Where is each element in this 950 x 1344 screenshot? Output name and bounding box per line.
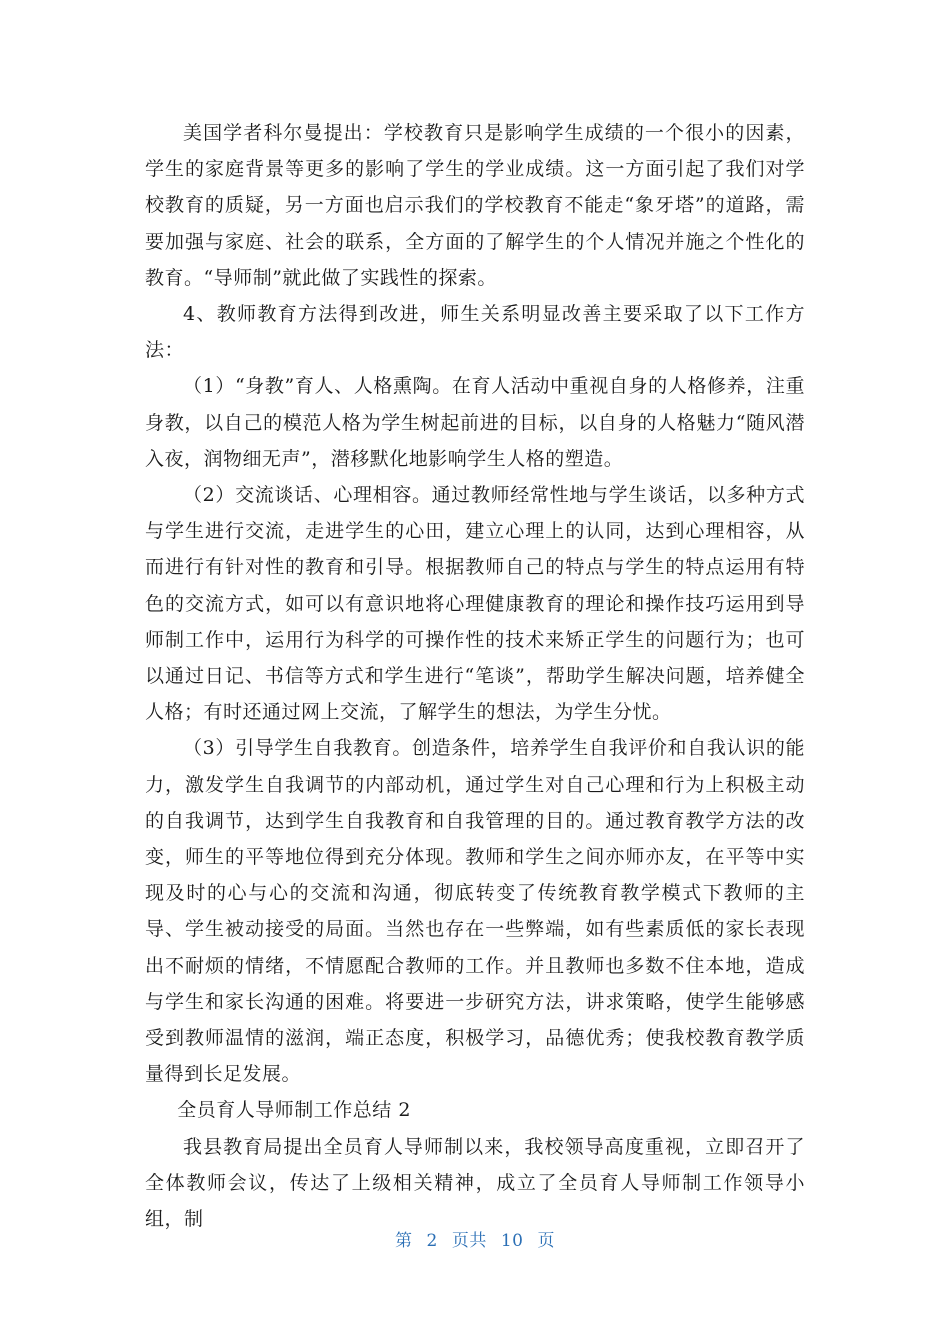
paragraph-coleman: 美国学者科尔曼提出：学校教育只是影响学生成绩的一个很小的因素，学生的家庭背景等更多的影响了学生的学业成绩。这一方面引起了我们对学校教育的质疑，另一方面也启示我们的学校教育不能走“象牙塔”的道路，需要加强与家庭、社会的联系，全方面的了解学生的个人情况并施之个性化的教育。“导师制”就此做了实践性的探索。 [145, 122, 805, 289]
footer-middle: 页共 [451, 1231, 487, 1251]
footer-total-pages: 10 [500, 1231, 524, 1251]
section-heading: 全员育人导师制工作总结 2 [177, 1099, 411, 1122]
footer-prefix: 第 [395, 1231, 413, 1251]
paragraph-method-3: （3）引导学生自我教育。创造条件，培养学生自我评价和自我认识的能力，激发学生自我调节的内部动机，通过学生对自己心理和行为上积极主动的自我调节，达到学生自我教育和自我管理的目的。通过教育教学方法的改变，师生的平等地位得到充分体现。教师和学生之间亦师亦友，在平等中实现及时的心与心的交流和沟通，彻底转变了传统教育教学模式下教师的主导、学生被动接受的局面。当然也存在一些弊端，如有些素质低的家长表现出不耐烦的情绪，不情愿配合教师的工作。并且教师也多数不住本地，造成与学生和家长沟通的困难。将要进一步研究方法，讲求策略，使学生能够感受到教师温情的滋润，端正态度，积极学习，品德优秀；使我校教育教学质量得到长足发展。 [145, 737, 805, 1086]
paragraph-summary-2: 我县教育局提出全员育人导师制以来，我校领导高度重视，立即召开了全体教师会议，传达了上级相关精神，成立了全员育人导师制工作领导小组，制 [145, 1135, 805, 1231]
document-body [145, 115, 805, 1237]
page-footer [0, 1226, 950, 1251]
paragraph-method-2: （2）交流谈话、心理相容。通过教师经常性地与学生谈话，以多种方式与学生进行交流，走进学生的心田，建立心理上的认同，达到心理相容，从而进行有针对性的教育和引导。根据教师自己的特点与学生的特点运用有特色的交流方式，如可以有意识地将心理健康教育的理论和操作技巧运用到导师制工作中，运用行为科学的可操作性的技术来矫正学生的问题行为；也可以通过日记、书信等方式和学生进行“笔谈”，帮助学生解决问题，培养健全人格；有时还通过网上交流，了解学生的想法，为学生分忧。 [145, 484, 805, 724]
paragraph-methods-intro: 4、教师教育方法得到改进，师生关系明显改善主要采取了以下工作方法： [145, 303, 805, 362]
footer-current-page: 2 [426, 1231, 438, 1251]
footer-suffix: 页 [537, 1231, 555, 1251]
paragraph-method-1: （1）“身教”育人、人格熏陶。在育人活动中重视自身的人格修养，注重身教，以自己的模范人格为学生树起前进的目标，以自身的人格魅力“随风潜入夜，润物细无声”，潜移默化地影响学生人格的塑造。 [145, 375, 805, 470]
